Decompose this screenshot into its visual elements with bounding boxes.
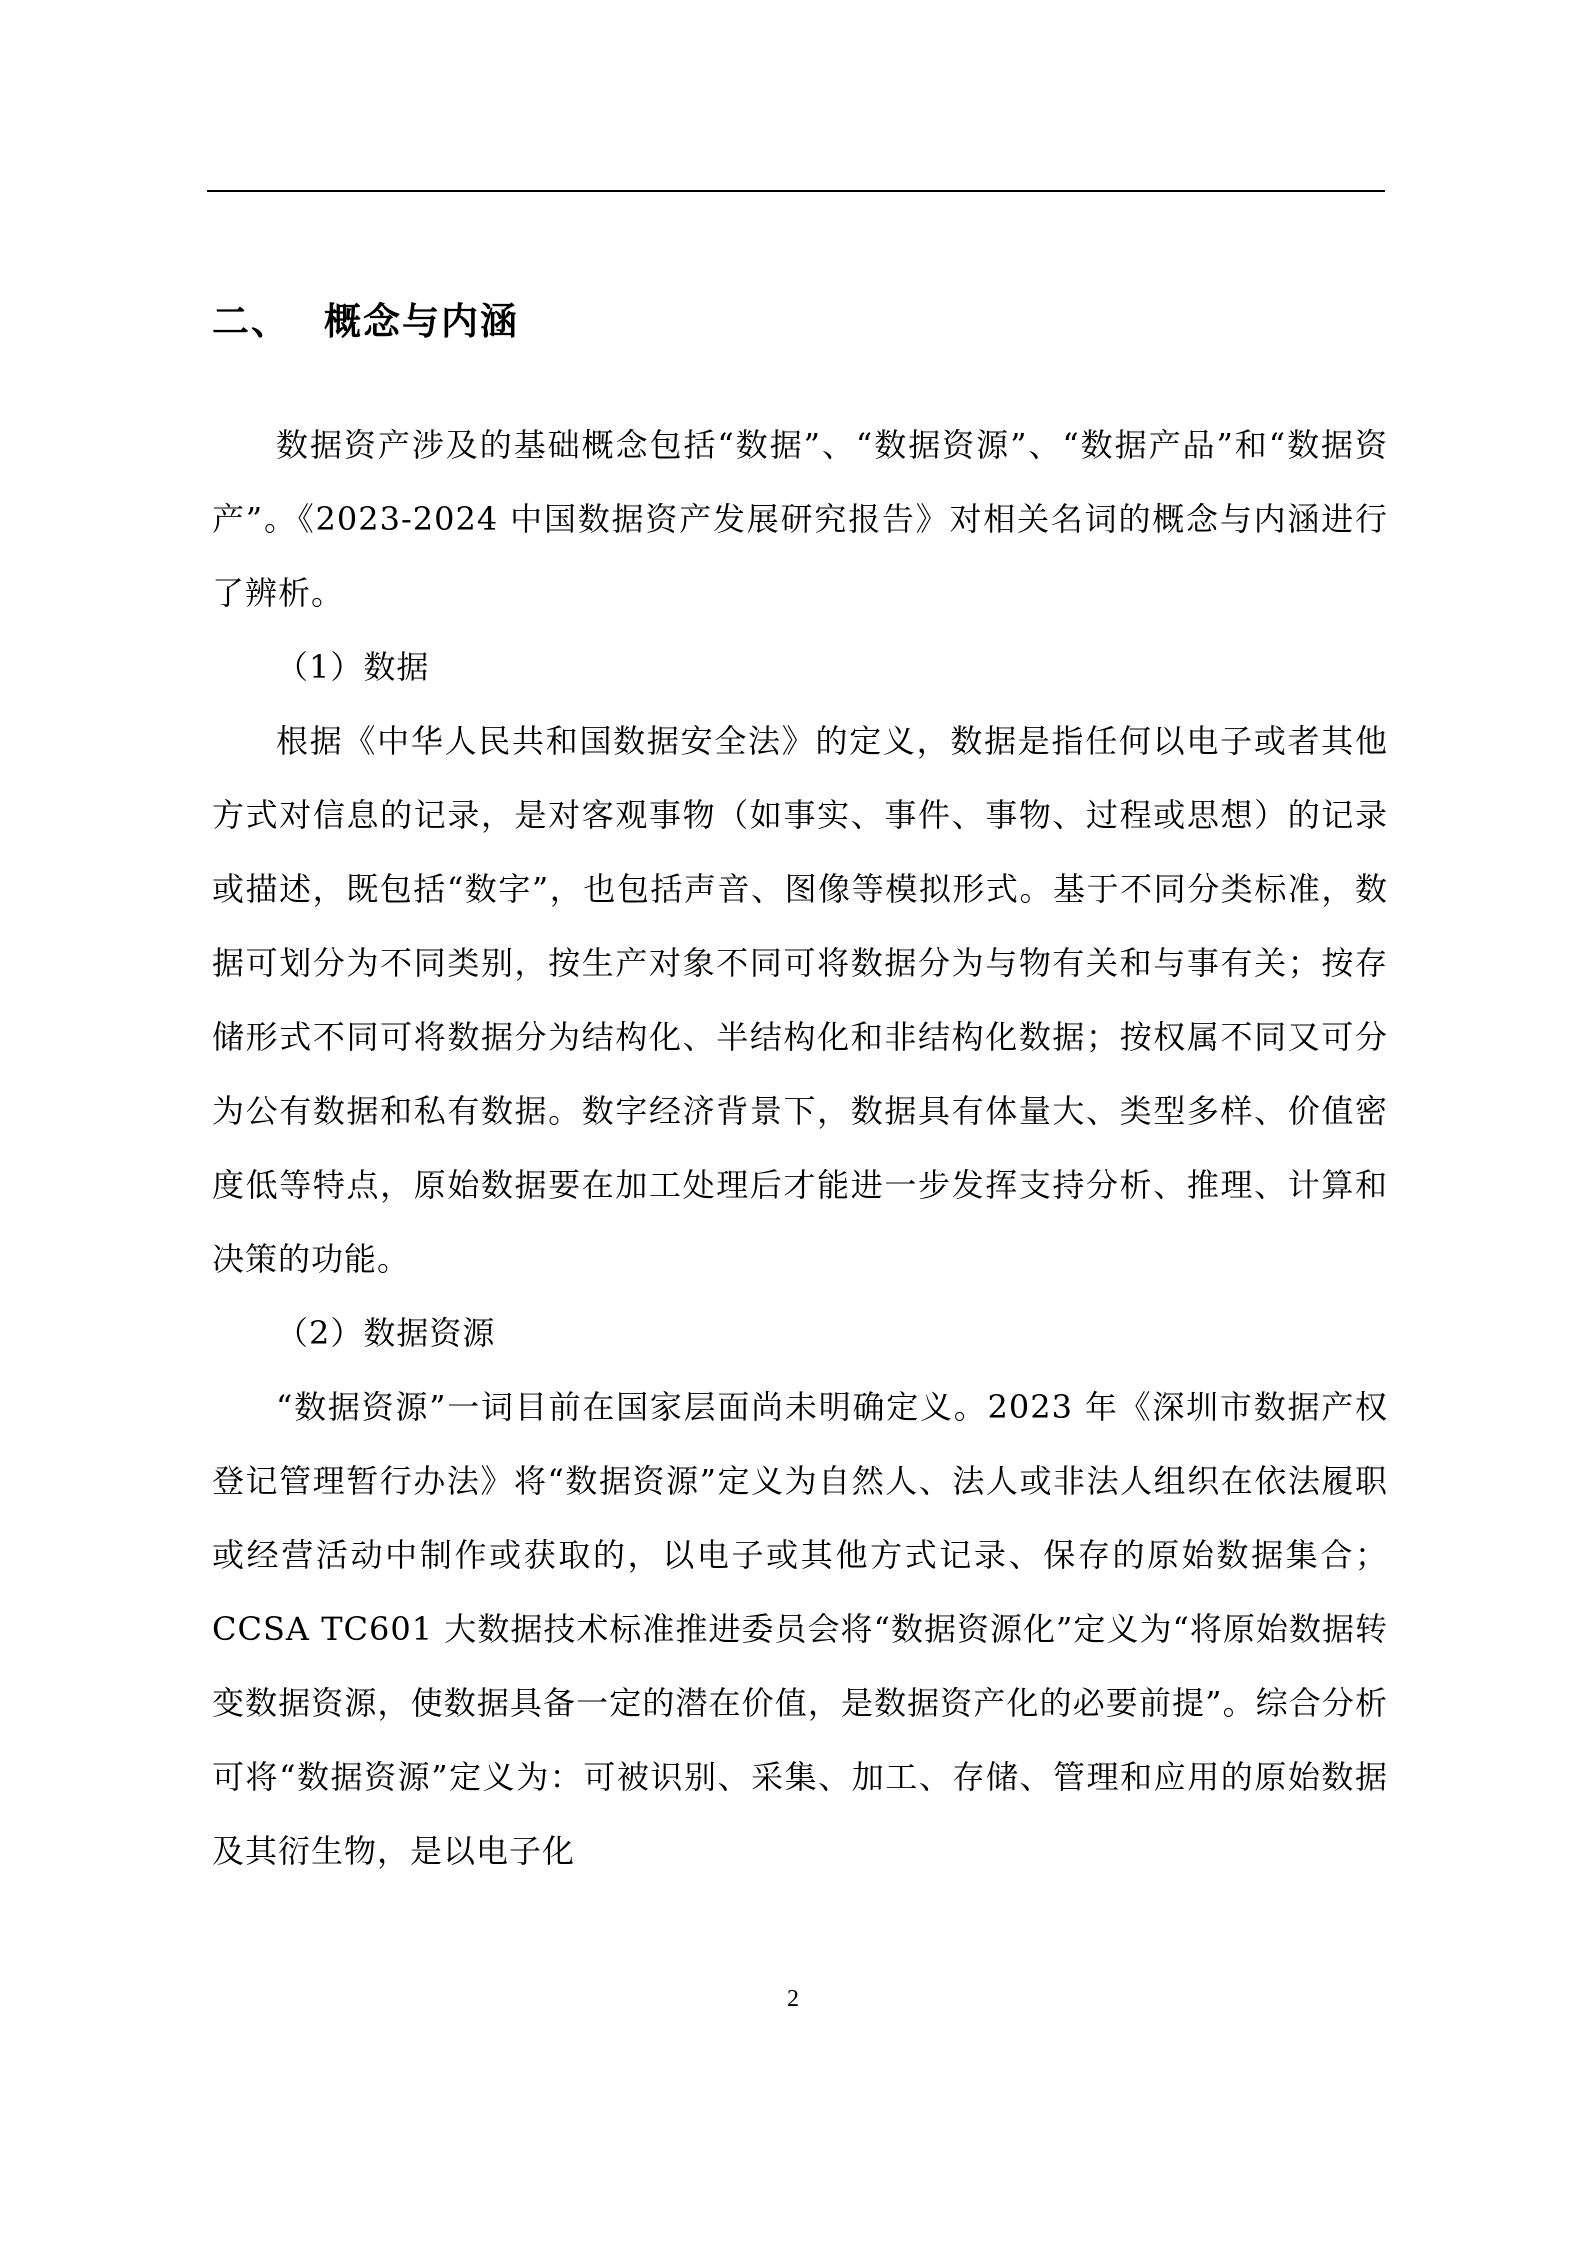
header-rule: [207, 190, 1385, 192]
page-number: 2: [787, 1986, 799, 2012]
subheading-data: （1）数据: [276, 648, 430, 686]
intro-paragraph: 数据资产涉及的基础概念包括“数据”、“数据资源”、“数据产品”和“数据资产”。《2023-2024 中国数据资产发展研究报告》对相关名词的概念与内涵进行了辨析。: [212, 426, 1388, 612]
section-heading: [212, 288, 519, 348]
section-number: 二、: [212, 300, 290, 343]
body-text: [212, 408, 1388, 1888]
section-title: 概念与内涵: [324, 300, 519, 343]
data-definition-paragraph: 根据《中华人民共和国数据安全法》的定义，数据是指任何以电子或者其他方式对信息的记录，是对客观事物（如事实、事件、事物、过程或思想）的记录或描述，既包括“数字”，也包括声音、图像等模拟形式。基于不同分类标准，数据可划分为不同类别，按生产对象不同可将数据分为与物有关和与事有关；按存储形式不同可将数据分为结构化、半结构化和非结构化数据；按权属不同又可分为公有数据和私有数据。数字经济背景下，数据具有体量大、类型多样、价值密度低等特点，原始数据要在加工处理后才能进一步发挥支持分析、推理、计算和决策的功能。: [212, 722, 1388, 1278]
data-resource-paragraph: “数据资源”一词目前在国家层面尚未明确定义。2023 年《深圳市数据产权登记管理暂行办法》将“数据资源”定义为自然人、法人或非法人组织在依法履职或经营活动中制作或获取的，以电子或其他方式记录、保存的原始数据集合；CCSA TC601 大数据技术标准推进委员会将“数据资源化”定义为“将原始数据转变数据资源，使数据具备一定的潜在价值，是数据资产化的必要前提”。综合分析可将“数据资源”定义为：可被识别、采集、加工、存储、管理和应用的原始数据及其衍生物，是以电子化: [212, 1388, 1388, 1870]
subheading-data-resource: （2）数据资源: [276, 1314, 496, 1352]
